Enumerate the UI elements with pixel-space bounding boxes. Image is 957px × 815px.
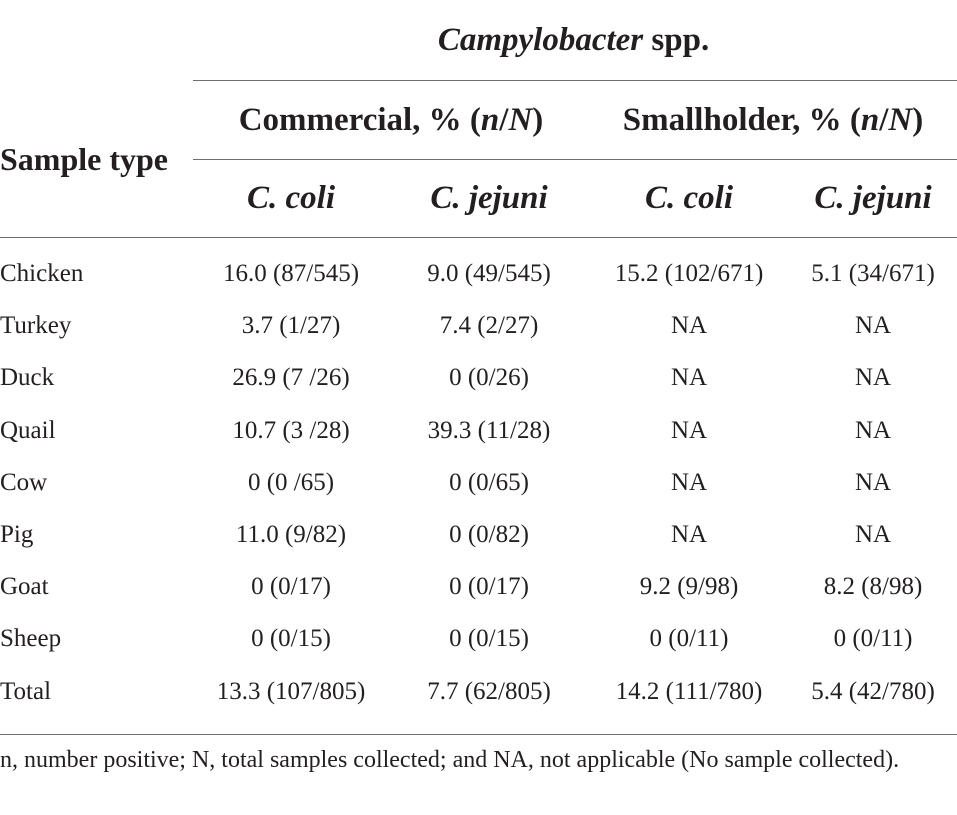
table-row bbox=[0, 666, 957, 735]
table-cell: NA bbox=[854, 416, 892, 444]
commercial-close: ) bbox=[532, 101, 544, 138]
table-cell: 8.2 (8/98) bbox=[823, 573, 923, 601]
table-cell: 16.0 (87/545) bbox=[222, 260, 360, 288]
table-cell: 15.2 (102/671) bbox=[614, 260, 764, 288]
table-cell: 7.7 (62/805) bbox=[389, 666, 589, 735]
table-cell: 0 (0/82) bbox=[449, 521, 529, 549]
table-cell: NA bbox=[670, 312, 708, 340]
table-cell: 0 (0/15) bbox=[449, 625, 529, 653]
table-cell: 0 (0/17) bbox=[449, 573, 529, 601]
table-row bbox=[0, 561, 957, 613]
commercial-n: n bbox=[480, 101, 500, 138]
table-cell: 39.3 (11/28) bbox=[427, 416, 551, 444]
species-header-commercial-jejuni: C. jejuni bbox=[389, 160, 589, 238]
smallholder-N: N bbox=[888, 101, 913, 138]
table-cell: 9.2 (9/98) bbox=[639, 573, 739, 601]
row-label: Chicken bbox=[0, 260, 84, 288]
genus-name: Campylobacter bbox=[437, 21, 644, 58]
table-row bbox=[0, 457, 957, 509]
table-body bbox=[0, 238, 957, 735]
table-cell: NA bbox=[854, 468, 892, 496]
genus-suffix: spp. bbox=[643, 21, 710, 58]
sample-type-header: Sample type bbox=[0, 81, 193, 238]
row-label: Duck bbox=[0, 364, 55, 392]
row-label: Cow bbox=[0, 468, 48, 496]
table-cell: NA bbox=[670, 468, 708, 496]
commercial-group-header bbox=[193, 81, 589, 160]
table-footnote: n, number positive; N, total samples collected; and NA, not applicable (No sample collected). bbox=[0, 746, 900, 773]
table-cell: 0 (0/65) bbox=[449, 468, 529, 496]
table-cell: 0 (0/11) bbox=[649, 625, 729, 653]
table-row bbox=[0, 238, 957, 301]
species-header-commercial-coli: C. coli bbox=[193, 160, 389, 238]
species-header-smallholder-coli: C. coli bbox=[589, 160, 789, 238]
row-label: Turkey bbox=[0, 312, 72, 340]
table-header bbox=[0, 0, 957, 238]
table-row bbox=[0, 509, 957, 561]
row-label: Goat bbox=[0, 573, 49, 601]
commercial-label: Commercial, % ( bbox=[238, 101, 481, 138]
row-label: Quail bbox=[0, 416, 56, 444]
table-cell: NA bbox=[854, 364, 892, 392]
table-cell: NA bbox=[670, 416, 708, 444]
table-cell: 5.4 (42/780) bbox=[789, 666, 957, 735]
table-cell: NA bbox=[670, 521, 708, 549]
table-row bbox=[0, 352, 957, 404]
row-label: Sheep bbox=[0, 625, 62, 653]
table-cell: 9.0 (49/545) bbox=[427, 260, 551, 288]
row-label: Total bbox=[0, 666, 193, 735]
table-row bbox=[0, 613, 957, 665]
smallholder-close: ) bbox=[912, 101, 924, 138]
table-cell: 3.7 (1/27) bbox=[241, 312, 341, 340]
smallholder-slash: / bbox=[879, 101, 889, 138]
smallholder-group-header bbox=[589, 81, 957, 160]
table-cell: NA bbox=[854, 312, 892, 340]
table-cell: 26.9 (7 /26) bbox=[232, 364, 350, 392]
commercial-slash: / bbox=[499, 101, 509, 138]
table-row bbox=[0, 405, 957, 457]
table-cell: 14.2 (111/780) bbox=[589, 666, 789, 735]
table-cell: 0 (0/26) bbox=[449, 364, 529, 392]
table-cell: 7.4 (2/27) bbox=[439, 312, 539, 340]
commercial-N: N bbox=[508, 101, 533, 138]
table-cell: 0 (0/11) bbox=[833, 625, 913, 653]
table-cell: 0 (0/17) bbox=[251, 573, 331, 601]
table-cell: NA bbox=[854, 521, 892, 549]
species-header-smallholder-jejuni: C. jejuni bbox=[789, 160, 957, 238]
table-cell: 13.3 (107/805) bbox=[193, 666, 389, 735]
smallholder-label: Smallholder, % ( bbox=[622, 101, 861, 138]
table-cell: 0 (0 /65) bbox=[247, 468, 335, 496]
genus-header bbox=[0, 0, 957, 81]
table-cell: NA bbox=[670, 364, 708, 392]
row-label: Pig bbox=[0, 521, 34, 549]
smallholder-n: n bbox=[860, 101, 880, 138]
table-cell: 0 (0/15) bbox=[251, 625, 331, 653]
table-cell: 11.0 (9/82) bbox=[235, 521, 347, 549]
table-cell: 5.1 (34/671) bbox=[811, 260, 935, 288]
table-cell: 10.7 (3 /28) bbox=[232, 416, 350, 444]
table-row bbox=[0, 300, 957, 352]
